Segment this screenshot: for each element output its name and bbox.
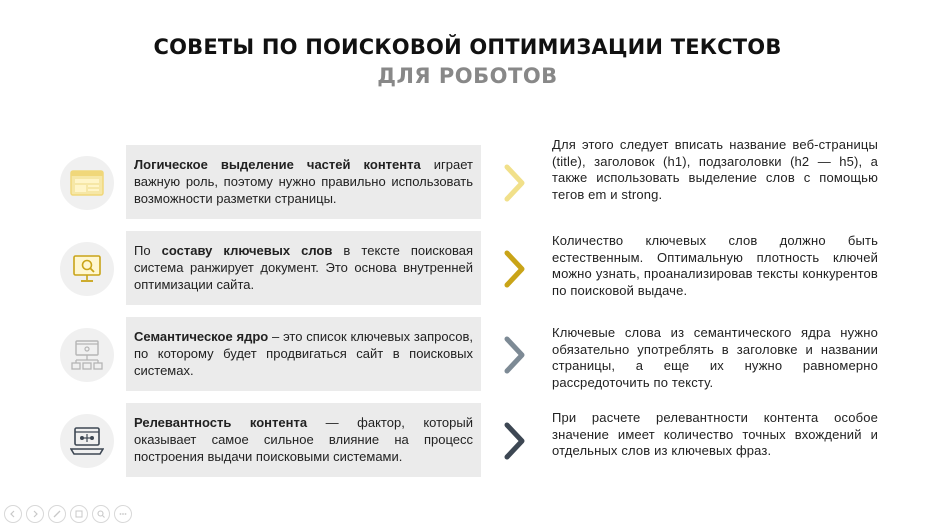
more-options-button[interactable]: [114, 505, 132, 523]
monitor-search-icon: [60, 242, 114, 296]
page-subtitle: ДЛЯ РОБОТОВ: [377, 64, 558, 88]
slideshow-toolbar: [4, 505, 132, 523]
tip-detail-2: Количество ключевых слов должно быть естественным. Оптимальную плотность ключей можно узнать, проанализировав тексты конкурентов по поисковой выдаче.: [552, 233, 878, 298]
arrow-left-icon: [8, 509, 18, 519]
sitemap-structure-icon: [60, 328, 114, 382]
tip-detail-3: Ключевые слова из семантического ядра нужно обязательно употреблять в заголовке и названии страницы, а еще их нужно равномерно рассредоточить по тексту.: [552, 325, 878, 390]
pen-tool-button[interactable]: [48, 505, 66, 523]
tip-pre-2: По: [134, 243, 162, 258]
previous-slide-button[interactable]: [4, 505, 22, 523]
tip-box-1: [126, 145, 481, 219]
chevron-right-icon: [500, 163, 528, 203]
ellipsis-icon: [118, 509, 128, 519]
chevron-right-icon: [500, 249, 528, 289]
chevron-right-icon: [500, 421, 528, 461]
tip-bold-1: Логическое выделение частей контента: [134, 157, 421, 172]
chevron-right-icon: [500, 335, 528, 375]
laptop-network-icon: [60, 414, 114, 468]
tip-row-3: [0, 317, 935, 393]
tip-box-3: [126, 317, 481, 391]
tip-box-4: [126, 403, 481, 477]
page-title: СОВЕТЫ ПО ПОИСКОВОЙ ОПТИМИЗАЦИИ ТЕКСТОВ: [153, 35, 782, 59]
webpage-layout-icon: [60, 156, 114, 210]
tip-text-1: играет важную роль, поэтому нужно правильно использовать возможности разметки страницы.: [134, 157, 473, 206]
slides-grid-icon: [74, 509, 84, 519]
tip-row-1: [0, 137, 935, 221]
tip-bold-2: составу ключевых слов: [161, 243, 333, 258]
arrow-right-icon: [30, 509, 40, 519]
tip-text-2: в тексте поисковая система ранжирует документ. Это основа внутренней оптимизации сайта.: [134, 243, 473, 292]
magnifier-icon: [96, 509, 106, 519]
tip-text-4: — фактор, который оказывает самое сильное влияние на процесс построения выдачи поисковыми системами.: [134, 415, 473, 464]
pen-icon: [52, 509, 62, 519]
tip-detail-4: При расчете релевантности контента особое значение имеет количество точных вхождений и отдельных слов из ключевых фраз.: [552, 410, 878, 458]
tip-bold-3: Семантическое ядро: [134, 329, 269, 344]
slides-overview-button[interactable]: [70, 505, 88, 523]
tip-row-2: [0, 231, 935, 307]
next-slide-button[interactable]: [26, 505, 44, 523]
zoom-button[interactable]: [92, 505, 110, 523]
tip-detail-1: Для этого следует вписать название веб-страницы (title), заголовок (h1), подзаголовки (h2 — h5), а также использовать выделение слов с помощью тегов em и strong.: [552, 137, 878, 202]
tip-text-3: – это список ключевых запросов, по которому будет продвигаться сайт в поисковых системах.: [134, 329, 473, 378]
tip-box-2: [126, 231, 481, 305]
tip-bold-4: Релевантность контента: [134, 415, 308, 430]
tip-row-4: [0, 403, 935, 479]
